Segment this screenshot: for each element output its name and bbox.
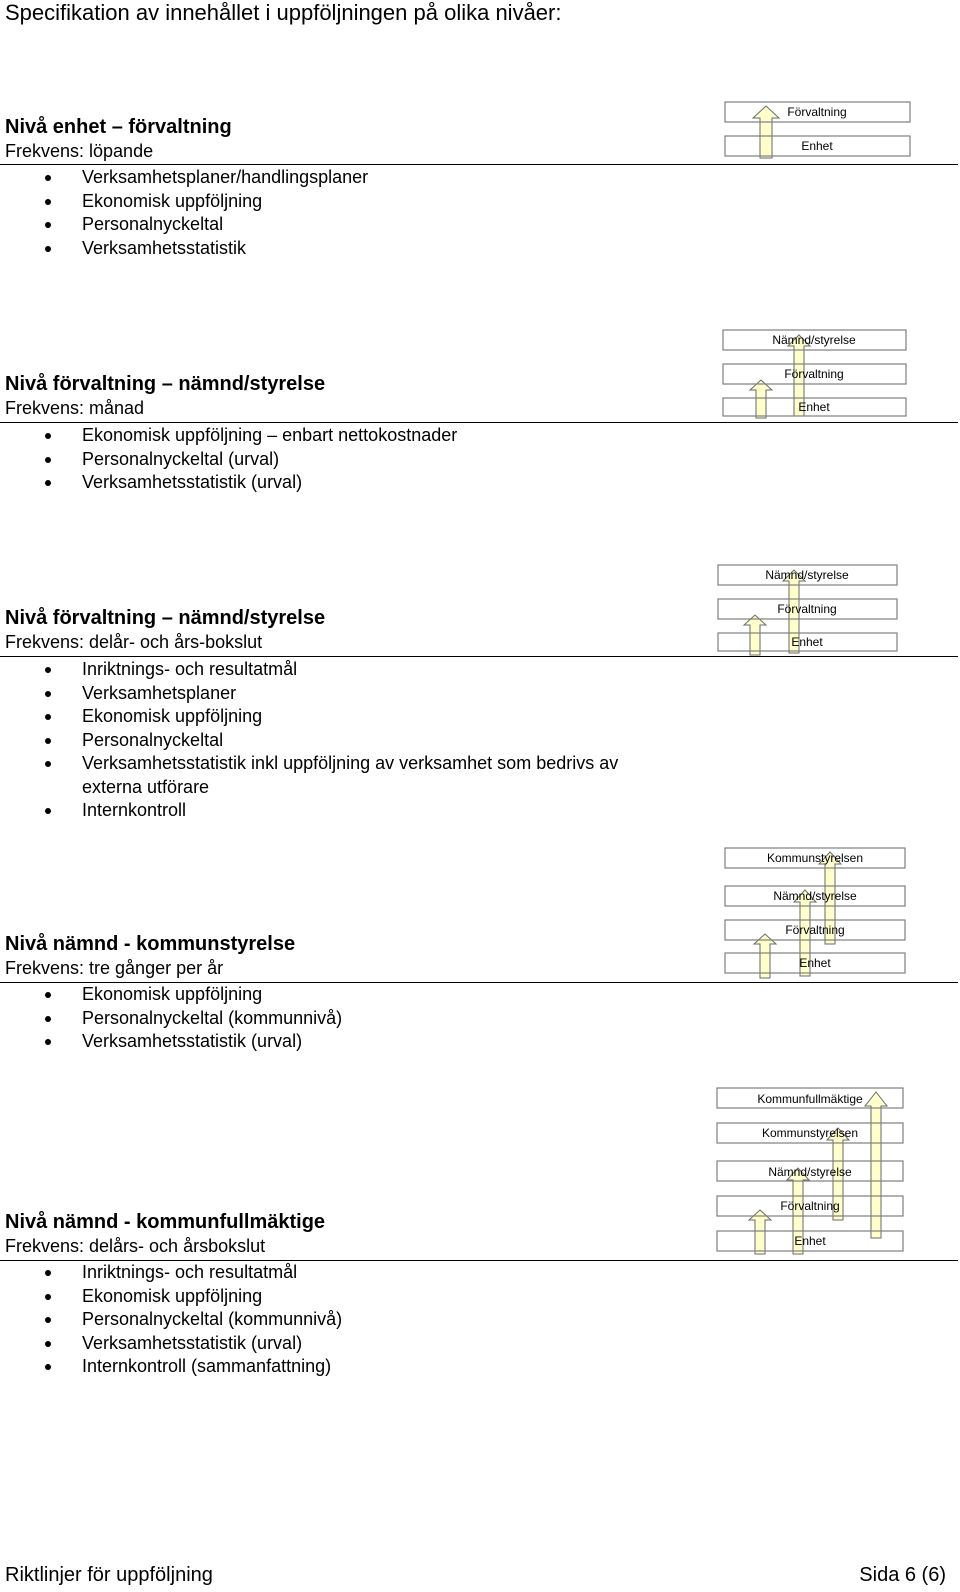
level-box-label: Enhet (798, 400, 830, 414)
section-heading: Nivå förvaltning – nämnd/styrelse (5, 607, 326, 629)
section-divider (0, 422, 958, 423)
section-heading: Nivå nämnd - kommunstyrelse (5, 933, 296, 955)
item-list (0, 1261, 682, 1379)
bullet-icon (45, 1294, 51, 1300)
footer-document-title: Riktlinjer för uppföljning (5, 1564, 213, 1586)
level-box-label: Kommunstyrelsen (761, 1126, 859, 1140)
list-item: Internkontroll (0, 799, 682, 823)
level-box-label: Nämnd/styrelse (768, 1165, 852, 1179)
list-item: Personalnyckeltal (kommunnivå) (0, 1308, 682, 1332)
bullet-icon (45, 222, 51, 228)
section-frequency: Frekvens: tre gånger per år (5, 958, 224, 978)
list-item: Ekonomisk uppföljning (0, 1285, 682, 1309)
bullet-icon (45, 992, 51, 998)
level-diagram (715, 1088, 925, 1260)
level-box-label: Förvaltning (787, 105, 847, 119)
section-frequency: Frekvens: delårs- och årsbokslut (5, 1236, 266, 1256)
list-item: Ekonomisk uppföljning (0, 190, 682, 214)
level-box-label: Enhet (801, 139, 833, 153)
level-box-label: Förvaltning (785, 923, 845, 937)
bullet-icon (45, 1317, 51, 1323)
level-diagram (720, 96, 920, 166)
list-item: Verksamhetsplaner (0, 682, 682, 706)
level-diagram (715, 565, 915, 657)
level-box-label: Enhet (799, 956, 831, 970)
level-box-label: Kommunfullmäktige (757, 1092, 863, 1106)
list-item: Personalnyckeltal (0, 729, 682, 753)
level-box-label: Förvaltning (777, 602, 837, 616)
list-item: Inriktnings- och resultatmål (0, 1261, 682, 1285)
bullet-icon (45, 1039, 51, 1045)
bullet-icon (45, 199, 51, 205)
item-list (0, 983, 682, 1054)
bullet-icon (45, 738, 51, 744)
level-box-label: Nämnd/styrelse (772, 333, 856, 347)
up-arrow-icon (753, 106, 779, 158)
bullet-icon (45, 1341, 51, 1347)
list-item: Verksamhetsstatistik (0, 237, 682, 261)
bullet-icon (45, 457, 51, 463)
list-item: Ekonomisk uppföljning (0, 983, 682, 1007)
level-box-label: Förvaltning (784, 367, 844, 381)
up-arrow-icon (750, 380, 772, 418)
bullet-icon (45, 1364, 51, 1370)
bullet-icon (45, 808, 51, 814)
item-list (0, 424, 682, 495)
list-item: Personalnyckeltal (urval) (0, 448, 682, 472)
list-item: Internkontroll (sammanfattning) (0, 1355, 682, 1379)
list-item: Verksamhetsplaner/handlingsplaner (0, 166, 682, 190)
list-item: Verksamhetsstatistik (urval) (0, 1030, 682, 1054)
level-box-label: Förvaltning (780, 1199, 840, 1213)
section-heading: Nivå förvaltning – nämnd/styrelse (5, 373, 326, 395)
section-frequency: Frekvens: löpande (5, 141, 154, 161)
level-box-label: Nämnd/styrelse (773, 889, 857, 903)
list-item: Ekonomisk uppföljning – enbart nettokostnader (0, 424, 682, 448)
section-frequency: Frekvens: delår- och års-bokslut (5, 632, 263, 652)
level-box-label: Nämnd/styrelse (765, 568, 849, 582)
level-diagram (720, 330, 920, 422)
level-box-label: Kommunstyrelsen (766, 851, 864, 865)
level-box-label: Enhet (794, 1234, 826, 1248)
section-heading: Nivå enhet – förvaltning (5, 116, 232, 138)
section-heading: Nivå nämnd - kommunfullmäktige (5, 1211, 326, 1233)
bullet-icon (45, 246, 51, 252)
bullet-icon (45, 667, 51, 673)
bullet-icon (45, 761, 51, 767)
footer-page-number: Sida 6 (6) (859, 1564, 946, 1586)
list-item: Ekonomisk uppföljning (0, 705, 682, 729)
bullet-icon (45, 480, 51, 486)
bullet-icon (45, 691, 51, 697)
bullet-icon (45, 175, 51, 181)
bullet-icon (45, 714, 51, 720)
item-list (0, 166, 682, 260)
level-box-label: Enhet (791, 635, 823, 649)
page-title: Specifikation av innehållet i uppföljningen på olika nivåer: (5, 0, 562, 25)
bullet-icon (45, 1270, 51, 1276)
bullet-icon (45, 1016, 51, 1022)
bullet-icon (45, 433, 51, 439)
list-item: Personalnyckeltal (0, 213, 682, 237)
list-item: Personalnyckeltal (kommunnivå) (0, 1007, 682, 1031)
up-arrow-icon (744, 615, 766, 655)
list-item: Inriktnings- och resultatmål (0, 658, 682, 682)
section-frequency: Frekvens: månad (5, 398, 145, 418)
list-item: Verksamhetsstatistik inkl uppföljning av verksamhet som bedrivs av externa utförare (0, 752, 670, 799)
item-list (0, 658, 682, 823)
list-item: Verksamhetsstatistik (urval) (0, 1332, 682, 1356)
level-diagram (720, 848, 920, 988)
list-item: Verksamhetsstatistik (urval) (0, 471, 682, 495)
